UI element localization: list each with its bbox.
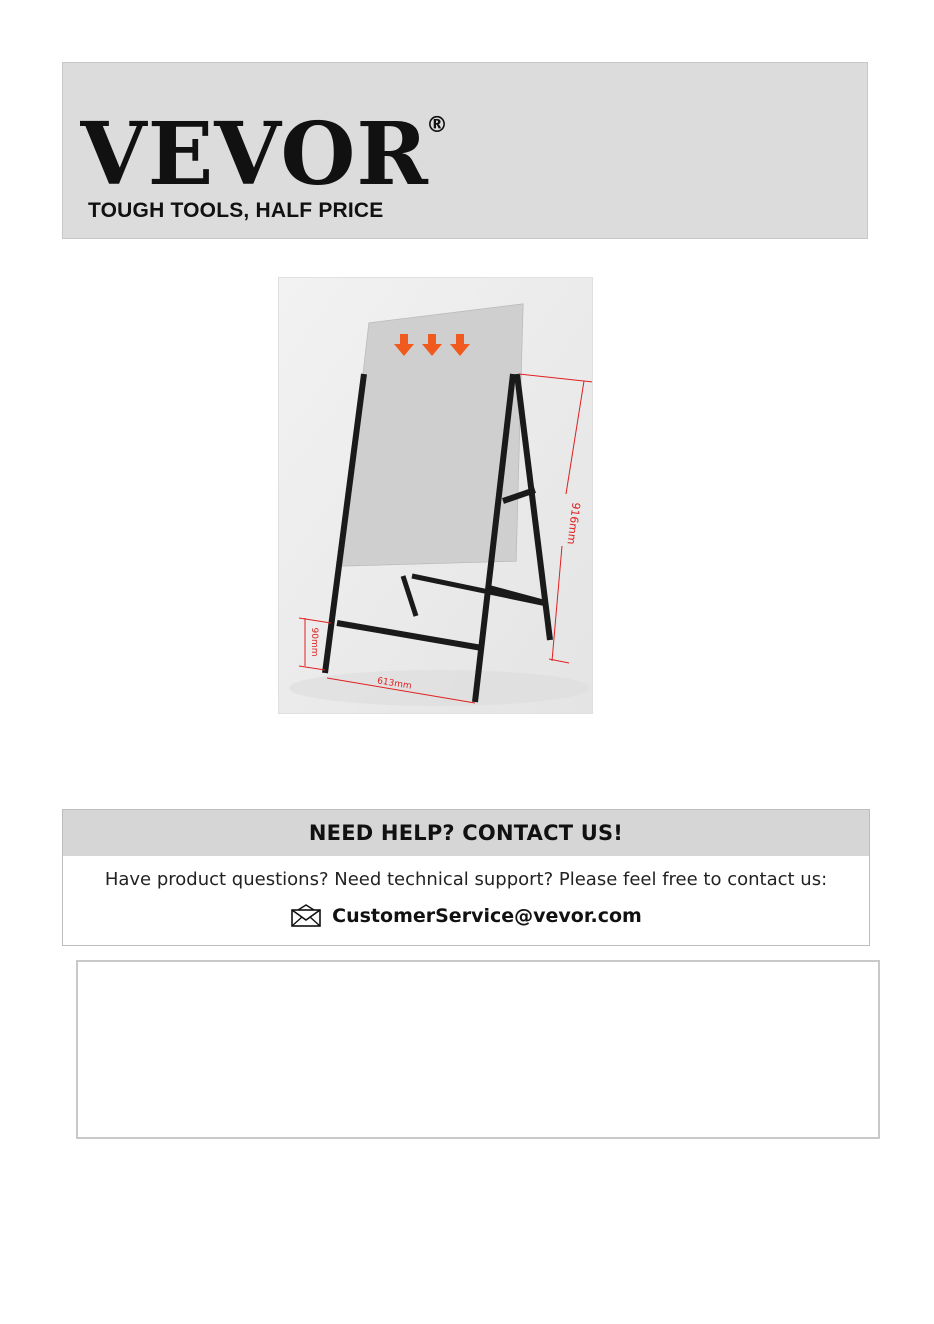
a-frame-sign-illustration [279,278,592,713]
width-dimension-label: 613mm [376,676,413,692]
vevor-logo [80,108,460,193]
registered-mark: ® [426,113,448,138]
contact-email-row [63,904,869,928]
brand-tagline: TOUGH TOOLS, HALF PRICE [88,199,384,222]
bottom-dimension-label: 90mm [309,627,319,657]
contact-question: Have product questions? Need technical support? Please feel free to contact us: [104,869,828,890]
contact-heading: NEED HELP? CONTACT US! [63,810,869,856]
logo-text: VEVOR [80,108,429,193]
envelope-icon [290,904,322,928]
contact-box [62,809,870,946]
product-photo [278,277,593,714]
empty-notes-box [76,960,880,1139]
arrow-down-icon [394,334,470,356]
height-dimension-label: 916mm [564,501,583,546]
contact-email-link[interactable]: CustomerService@vevor.com [332,905,642,927]
